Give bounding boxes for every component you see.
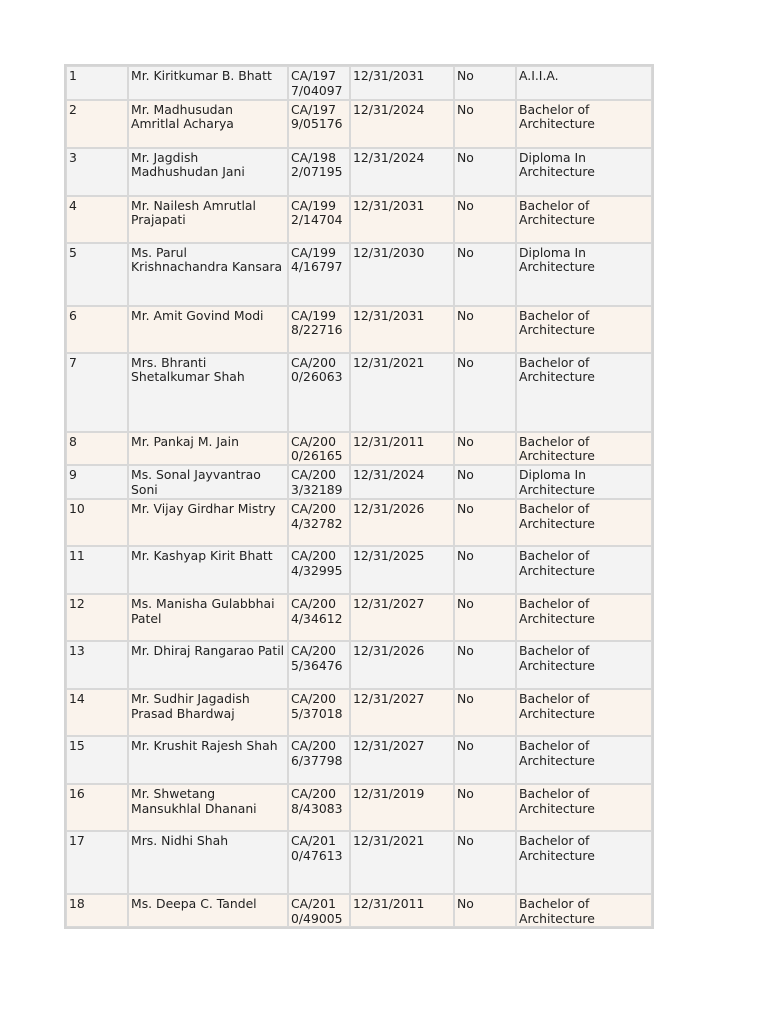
- status-cell: No: [454, 66, 516, 100]
- status-cell: No: [454, 432, 516, 466]
- qualification-cell: Bachelor of Architecture: [516, 784, 652, 831]
- name-cell: Mr. Amit Govind Modi: [128, 306, 288, 353]
- table-row: [66, 594, 652, 641]
- serial-number-cell: 16: [66, 784, 128, 831]
- status-cell: No: [454, 594, 516, 641]
- qualification-cell: Bachelor of Architecture: [516, 432, 652, 466]
- name-cell: Mrs. Bhranti Shetalkumar Shah: [128, 353, 288, 432]
- table-row: [66, 784, 652, 831]
- registration-number-cell: CA/1992/14704: [288, 196, 350, 243]
- validity-date-cell: 12/31/2031: [350, 306, 454, 353]
- table-row: [66, 353, 652, 432]
- table-row: [66, 831, 652, 894]
- registration-number-cell: CA/2003/32189: [288, 465, 350, 499]
- name-cell: Ms. Sonal Jayvantrao Soni: [128, 465, 288, 499]
- qualification-cell: Bachelor of Architecture: [516, 641, 652, 689]
- serial-number-cell: 7: [66, 353, 128, 432]
- serial-number-cell: 5: [66, 243, 128, 306]
- table-row: [66, 432, 652, 466]
- validity-date-cell: 12/31/2025: [350, 546, 454, 594]
- registration-number-cell: CA/2000/26165: [288, 432, 350, 466]
- name-cell: Mr. Shwetang Mansukhlal Dhanani: [128, 784, 288, 831]
- name-cell: Mr. Jagdish Madhushudan Jani: [128, 148, 288, 196]
- status-cell: No: [454, 306, 516, 353]
- validity-date-cell: 12/31/2024: [350, 465, 454, 499]
- validity-date-cell: 12/31/2031: [350, 66, 454, 100]
- qualification-cell: Bachelor of Architecture: [516, 689, 652, 736]
- table-row: [66, 894, 652, 928]
- serial-number-cell: 15: [66, 736, 128, 784]
- registration-number-cell: CA/2006/37798: [288, 736, 350, 784]
- table-row: [66, 66, 652, 100]
- serial-number-cell: 4: [66, 196, 128, 243]
- status-cell: No: [454, 196, 516, 243]
- table-row: [66, 243, 652, 306]
- validity-date-cell: 12/31/2019: [350, 784, 454, 831]
- registration-number-cell: CA/2005/36476: [288, 641, 350, 689]
- status-cell: No: [454, 641, 516, 689]
- validity-date-cell: 12/31/2027: [350, 736, 454, 784]
- qualification-cell: Bachelor of Architecture: [516, 100, 652, 148]
- registry-table: [64, 64, 654, 929]
- qualification-cell: Bachelor of Architecture: [516, 594, 652, 641]
- qualification-cell: Bachelor of Architecture: [516, 894, 652, 928]
- qualification-cell: Diploma In Architecture: [516, 465, 652, 499]
- validity-date-cell: 12/31/2024: [350, 148, 454, 196]
- name-cell: Mr. Kiritkumar B. Bhatt: [128, 66, 288, 100]
- status-cell: No: [454, 499, 516, 546]
- status-cell: No: [454, 148, 516, 196]
- validity-date-cell: 12/31/2024: [350, 100, 454, 148]
- serial-number-cell: 12: [66, 594, 128, 641]
- qualification-cell: Bachelor of Architecture: [516, 499, 652, 546]
- validity-date-cell: 12/31/2031: [350, 196, 454, 243]
- registration-number-cell: CA/1979/05176: [288, 100, 350, 148]
- qualification-cell: Bachelor of Architecture: [516, 736, 652, 784]
- table-row: [66, 100, 652, 148]
- status-cell: No: [454, 546, 516, 594]
- registration-number-cell: CA/2004/32995: [288, 546, 350, 594]
- table-row: [66, 148, 652, 196]
- registration-number-cell: CA/2004/32782: [288, 499, 350, 546]
- serial-number-cell: 6: [66, 306, 128, 353]
- name-cell: Ms. Deepa C. Tandel: [128, 894, 288, 928]
- registry-table-body: [66, 66, 652, 927]
- table-row: [66, 689, 652, 736]
- status-cell: No: [454, 243, 516, 306]
- validity-date-cell: 12/31/2011: [350, 432, 454, 466]
- name-cell: Mrs. Nidhi Shah: [128, 831, 288, 894]
- table-row: [66, 465, 652, 499]
- validity-date-cell: 12/31/2027: [350, 689, 454, 736]
- registration-number-cell: CA/2005/37018: [288, 689, 350, 736]
- name-cell: Ms. Manisha Gulabbhai Patel: [128, 594, 288, 641]
- serial-number-cell: 10: [66, 499, 128, 546]
- registration-number-cell: CA/2010/49005: [288, 894, 350, 928]
- validity-date-cell: 12/31/2030: [350, 243, 454, 306]
- serial-number-cell: 13: [66, 641, 128, 689]
- qualification-cell: Bachelor of Architecture: [516, 831, 652, 894]
- validity-date-cell: 12/31/2026: [350, 499, 454, 546]
- registration-number-cell: CA/1982/07195: [288, 148, 350, 196]
- qualification-cell: A.I.I.A.: [516, 66, 652, 100]
- status-cell: No: [454, 353, 516, 432]
- registration-number-cell: CA/2010/47613: [288, 831, 350, 894]
- table-row: [66, 306, 652, 353]
- name-cell: Mr. Dhiraj Rangarao Patil: [128, 641, 288, 689]
- name-cell: Mr. Kashyap Kirit Bhatt: [128, 546, 288, 594]
- name-cell: Mr. Nailesh Amrutlal Prajapati: [128, 196, 288, 243]
- serial-number-cell: 8: [66, 432, 128, 466]
- serial-number-cell: 1: [66, 66, 128, 100]
- registration-number-cell: CA/1994/16797: [288, 243, 350, 306]
- status-cell: No: [454, 465, 516, 499]
- status-cell: No: [454, 894, 516, 928]
- serial-number-cell: 18: [66, 894, 128, 928]
- status-cell: No: [454, 831, 516, 894]
- validity-date-cell: 12/31/2021: [350, 831, 454, 894]
- status-cell: No: [454, 689, 516, 736]
- qualification-cell: Bachelor of Architecture: [516, 353, 652, 432]
- name-cell: Mr. Krushit Rajesh Shah: [128, 736, 288, 784]
- name-cell: Mr. Vijay Girdhar Mistry: [128, 499, 288, 546]
- validity-date-cell: 12/31/2026: [350, 641, 454, 689]
- qualification-cell: Diploma In Architecture: [516, 148, 652, 196]
- qualification-cell: Bachelor of Architecture: [516, 546, 652, 594]
- table-row: [66, 736, 652, 784]
- table-row: [66, 499, 652, 546]
- name-cell: Mr. Sudhir Jagadish Prasad Bhardwaj: [128, 689, 288, 736]
- name-cell: Ms. Parul Krishnachandra Kansara: [128, 243, 288, 306]
- status-cell: No: [454, 784, 516, 831]
- registration-number-cell: CA/2004/34612: [288, 594, 350, 641]
- status-cell: No: [454, 736, 516, 784]
- status-cell: No: [454, 100, 516, 148]
- validity-date-cell: 12/31/2021: [350, 353, 454, 432]
- registration-number-cell: CA/1998/22716: [288, 306, 350, 353]
- serial-number-cell: 2: [66, 100, 128, 148]
- qualification-cell: Bachelor of Architecture: [516, 306, 652, 353]
- table-row: [66, 641, 652, 689]
- registration-number-cell: CA/1977/04097: [288, 66, 350, 100]
- name-cell: Mr. Pankaj M. Jain: [128, 432, 288, 466]
- serial-number-cell: 11: [66, 546, 128, 594]
- serial-number-cell: 9: [66, 465, 128, 499]
- registration-number-cell: CA/2008/43083: [288, 784, 350, 831]
- name-cell: Mr. Madhusudan Amritlal Acharya: [128, 100, 288, 148]
- registration-number-cell: CA/2000/26063: [288, 353, 350, 432]
- serial-number-cell: 17: [66, 831, 128, 894]
- serial-number-cell: 14: [66, 689, 128, 736]
- table-row: [66, 546, 652, 594]
- validity-date-cell: 12/31/2011: [350, 894, 454, 928]
- serial-number-cell: 3: [66, 148, 128, 196]
- qualification-cell: Bachelor of Architecture: [516, 196, 652, 243]
- validity-date-cell: 12/31/2027: [350, 594, 454, 641]
- table-row: [66, 196, 652, 243]
- qualification-cell: Diploma In Architecture: [516, 243, 652, 306]
